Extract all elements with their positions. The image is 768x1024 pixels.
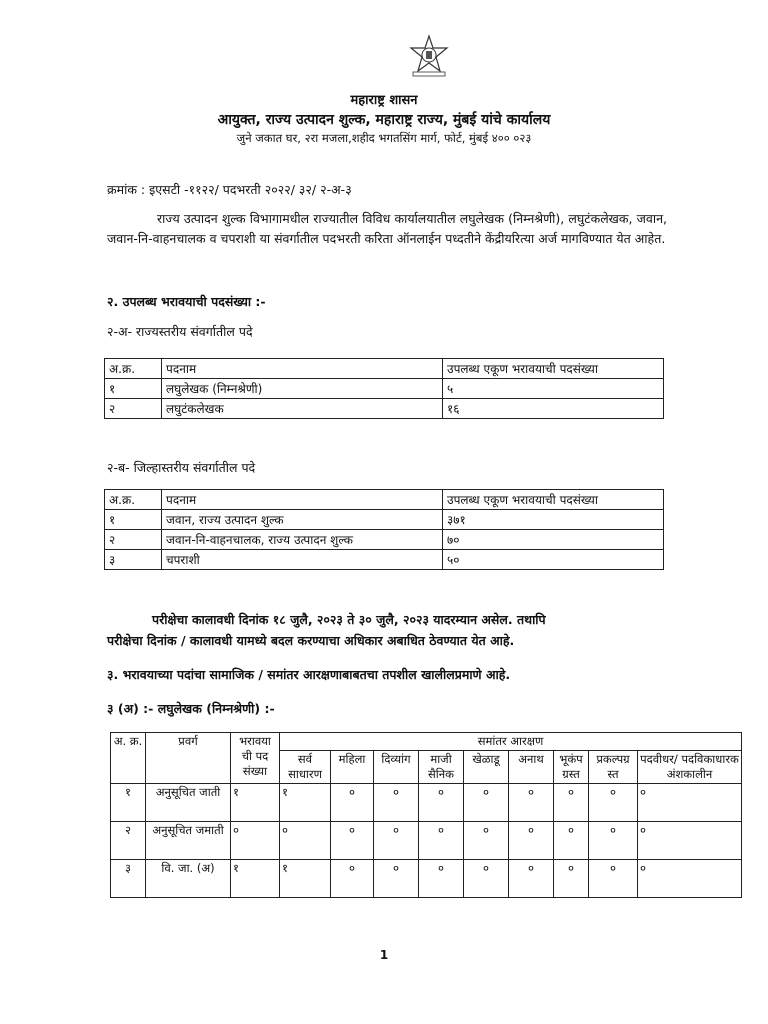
maharashtra-police-emblem-icon [407,34,451,78]
section-3-title: ३. भरावयाच्या पदांचा सामाजिक / समांतर आरक्षणाबाबतचा तपशील खालीलप्रमाणे आहे. [107,667,511,682]
page-number: 1 [379,948,389,962]
header-government: महाराष्ट्र शासन [350,93,418,108]
table-row [105,510,664,530]
col-general: सर्व साधारण [280,751,331,784]
col-parallel-reservation: समांतर आरक्षण [280,733,742,751]
col-ex-servicemen: माजी सैनिक [419,751,464,784]
header-address: जुने जकात घर, २रा मजला,शहीद भगतसिंग मार्ग, फोर्ट, मुंबई ४०० ०२३ [236,131,532,145]
col-sportsperson: खेळाडू [464,751,509,784]
cell-srno: १ [105,510,162,530]
exam-note-line2: परीक्षेचा दिनांक / कालावधी यामध्ये बदल करण्याचा अधिकार अबाधित ठेवण्यात येत आहे. [107,633,515,648]
col-earthquake-affected: भूकंप ग्रस्त [554,751,589,784]
cell-value: १ [280,860,331,898]
cell-post-name: लघुटंकलेखक [162,399,443,419]
table-header-row [105,490,664,510]
cell-posts: ० [231,822,280,860]
cell-post-count: ३७१ [443,510,664,530]
cell-value: ० [554,822,589,860]
cell-value: ० [331,822,374,860]
section-2b-title: २-ब- जिल्हास्तरीय संवर्गातील पदे [107,460,256,475]
col-post-name: पदनाम [162,490,443,510]
district-level-posts-table [104,489,664,570]
cell-value: ० [280,822,331,860]
cell-posts: १ [231,860,280,898]
intro-paragraph: राज्य उत्पादन शुल्क विभागामधील राज्यातील विविध कार्यालयातील लघुलेखक (निम्नश्रेणी), लघुटंकलेखक, जवान, जवान-नि-वाहनचालक व चपराशी या संवर्गातील पदभरती करिता ऑनलाईन पध्दतीने केंद्रीयरित्या अर्ज मागविण्यात येत आहेत. [107,211,667,246]
cell-value: ० [419,784,464,822]
cell-srno: ३ [111,860,146,898]
section-2-title: २. उपलब्ध भरावयाची पदसंख्या :- [107,294,266,309]
cell-value: ० [464,860,509,898]
col-posts: भरावया ची पद संख्या [231,733,280,784]
cell-post-count: ७० [443,530,664,550]
state-level-posts-table [104,358,664,419]
cell-srno: ३ [105,550,162,570]
cell-value: ० [589,784,638,822]
table-row [105,379,664,399]
table-header-row [105,359,664,379]
cell-value: ० [638,784,742,822]
table-row [111,860,742,898]
cell-post-count: ५ [443,379,664,399]
cell-category: वि. जा. (अ) [146,860,231,898]
cell-category: अनुसूचित जाती [146,784,231,822]
cell-post-name: जवान-नि-वाहनचालक, राज्य उत्पादन शुल्क [162,530,443,550]
section-3a-title: ३ (अ) :- लघुलेखक (निम्नश्रेणी) :- [107,701,275,716]
col-women: महिला [331,751,374,784]
table-header-row [111,733,742,751]
cell-value: ० [638,822,742,860]
cell-value: ० [464,784,509,822]
col-post-count: उपलब्ध एकूण भरावयाची पदसंख्या [443,490,664,510]
col-srno: अ.क्र. [105,359,162,379]
cell-value: ० [589,822,638,860]
exam-note-line1: परीक्षेचा कालावधी दिनांक १८ जुलै, २०२३ ते ३० जुलै, २०२३ यादरम्यान असेल. तथापि [152,612,546,627]
cell-value: ० [509,784,554,822]
col-orphan: अनाथ [509,751,554,784]
cell-value: ० [374,822,419,860]
cell-value: १ [280,784,331,822]
cell-value: ० [554,860,589,898]
cell-post-name: लघुलेखक (निम्नश्रेणी) [162,379,443,399]
cell-value: ० [464,822,509,860]
cell-value: ० [638,860,742,898]
col-graduate-parttime: पदवीधर/ पदविकाधारक अंशकालीन [638,751,742,784]
cell-value: ० [509,822,554,860]
cell-post-count: ५० [443,550,664,570]
cell-value: ० [589,860,638,898]
cell-value: ० [419,822,464,860]
col-post-count: उपलब्ध एकूण भरावयाची पदसंख्या [443,359,664,379]
col-project-affected: प्रकल्पग्र स्त [589,751,638,784]
table-row [111,822,742,860]
cell-value: ० [554,784,589,822]
cell-category: अनुसूचित जमाती [146,822,231,860]
table-row [111,784,742,822]
cell-srno: १ [105,379,162,399]
cell-value: ० [331,784,374,822]
cell-srno: २ [111,822,146,860]
col-disabled: दिव्यांग [374,751,419,784]
col-srno: अ.क्र. [105,490,162,510]
cell-value: ० [419,860,464,898]
cell-value: ० [374,860,419,898]
cell-value: ० [509,860,554,898]
cell-srno: २ [105,399,162,419]
cell-post-name: जवान, राज्य उत्पादन शुल्क [162,510,443,530]
section-2a-title: २-अ- राज्यस्तरीय संवर्गातील पदे [107,324,253,339]
col-category: प्रवर्ग [146,733,231,784]
cell-posts: १ [231,784,280,822]
cell-value: ० [374,784,419,822]
header-office: आयुक्त, राज्य उत्पादन शुल्क, महाराष्ट्र राज्य, मुंबई यांचे कार्यालय [217,112,551,128]
cell-srno: १ [111,784,146,822]
col-srno: अ. क्र. [111,733,146,784]
cell-post-count: १६ [443,399,664,419]
cell-post-name: चपराशी [162,550,443,570]
cell-srno: २ [105,530,162,550]
table-row [105,550,664,570]
table-row [105,530,664,550]
table-row [105,399,664,419]
col-post-name: पदनाम [162,359,443,379]
reservation-table [110,732,742,898]
cell-value: ० [331,860,374,898]
reference-number: क्रमांक : इएसटी -११२२/ पदभरती २०२२/ ३२/ २-अ-३ [107,182,352,197]
